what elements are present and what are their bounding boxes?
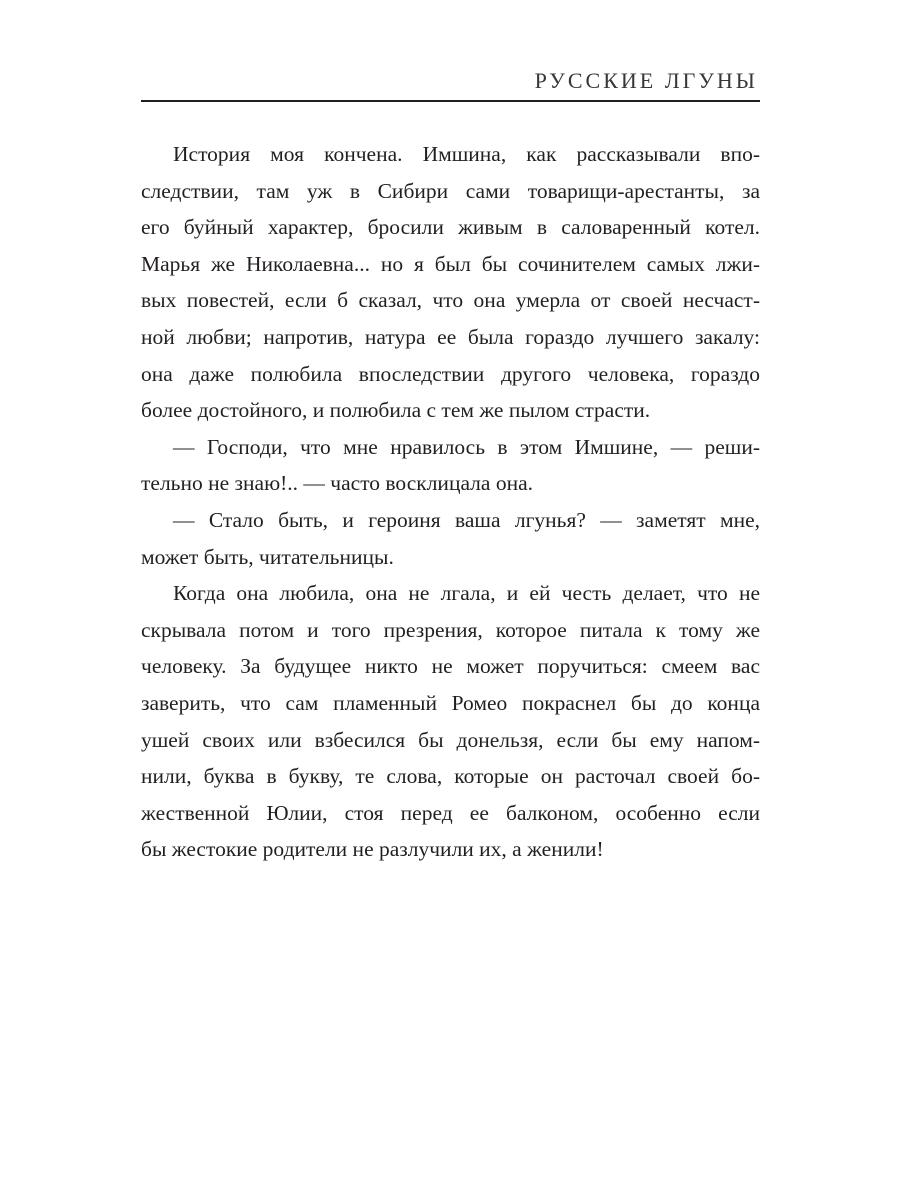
text-line: человеку. За будущее никто не может поручиться: смеем вас bbox=[141, 654, 760, 679]
text-line: бы жестокие родители не разлучили их, а женили! bbox=[141, 837, 604, 862]
text-line: нили, буква в букву, те слова, которые он расточал своей бо- bbox=[141, 764, 760, 789]
text-line: — Стало быть, и героиня ваша лгунья? — заметят мне, bbox=[173, 507, 760, 532]
paragraph bbox=[141, 502, 760, 575]
body-text bbox=[141, 136, 760, 868]
text-line: его буйный характер, бросили живым в саловаренный котел. bbox=[141, 215, 760, 240]
paragraph bbox=[141, 136, 760, 429]
running-head: РУССКИЕ ЛГУНЫ bbox=[534, 68, 758, 93]
text-line: она даже полюбила впоследствии другого человека, гораздо bbox=[141, 361, 760, 386]
text-line: более достойного, и полюбила с тем же пылом страсти. bbox=[141, 398, 651, 423]
text-line: скрывала потом и того презрения, которое питала к тому же bbox=[141, 617, 760, 642]
text-line: следствии, там уж в Сибири сами товарищи-арестанты, за bbox=[141, 178, 760, 203]
header-rule bbox=[141, 100, 760, 102]
text-line: жественной Юлии, стоя перед ее балконом, особенно если bbox=[141, 800, 760, 825]
text-line: заверить, что сам пламенный Ромео покраснел бы до конца bbox=[141, 690, 760, 715]
text-line: Когда она любила, она не лгала, и ей честь делает, что не bbox=[173, 581, 760, 606]
text-line: — Господи, что мне нравилось в этом Имшине, — реши- bbox=[173, 434, 760, 459]
text-line: вых повестей, если б сказал, что она умерла от своей несчаст- bbox=[141, 288, 760, 313]
text-line: ной любви; напротив, натура ее была гораздо лучшего закалу: bbox=[141, 324, 760, 349]
paragraph bbox=[141, 575, 760, 868]
text-line: тельно не знаю!.. — часто восклицала она. bbox=[141, 471, 533, 496]
text-line: ушей своих или взбесился бы донельзя, если бы ему напом- bbox=[141, 727, 760, 752]
paragraph bbox=[141, 429, 760, 502]
text-line: История моя кончена. Имшина, как рассказывали впо- bbox=[173, 142, 760, 166]
text-line: Марья же Николаевна... но я был бы сочинителем самых лжи- bbox=[141, 251, 760, 276]
text-line: может быть, читательницы. bbox=[141, 544, 394, 569]
